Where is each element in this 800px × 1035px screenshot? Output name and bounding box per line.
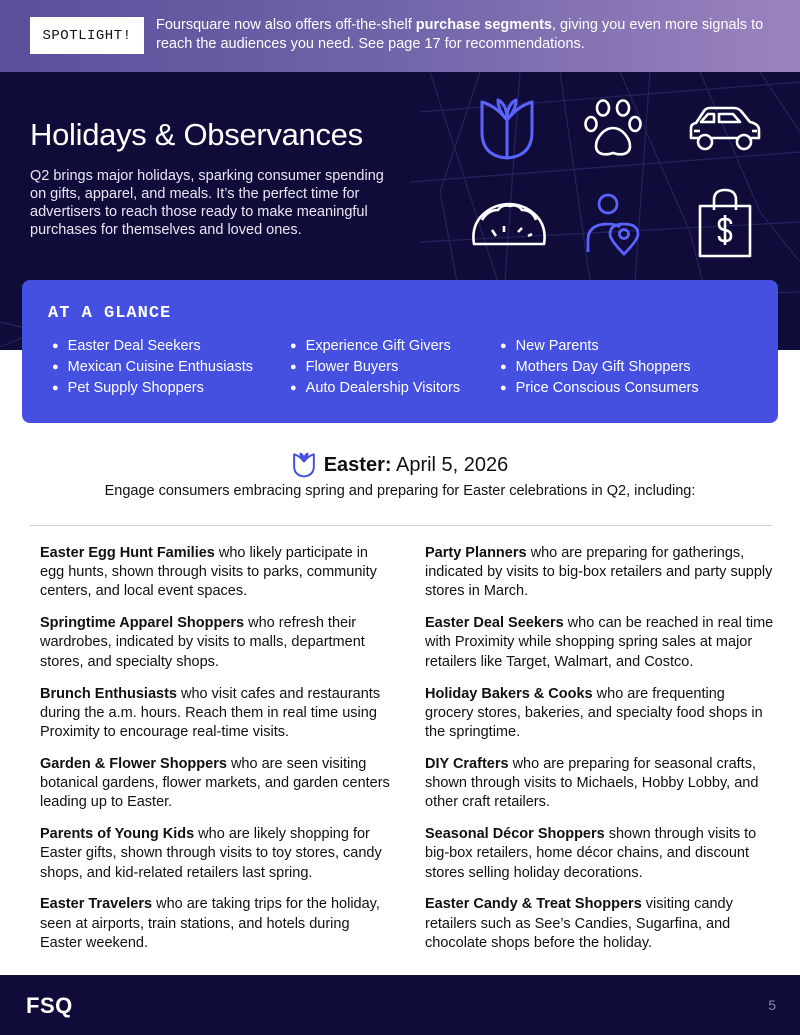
glance-column-2 [290, 336, 460, 399]
spotlight-text: Foursquare now also offers off-the-shelf purchase segments, giving you even more signals to reach the audiences you need. See page 17 for recommendations. [156, 17, 764, 52]
taco-icon [468, 200, 550, 250]
hero-title: Holidays & Observances [30, 117, 363, 152]
list-item: ● New Parents [500, 336, 699, 357]
footer [0, 975, 800, 1035]
list-item: ● Mexican Cuisine Enthusiasts [52, 357, 253, 378]
list-item: Garden & Flower Shoppers who are seen visiting botanical gardens, flower markets, and garden centers leading up to Easter. [40, 755, 390, 811]
list-item: Easter Egg Hunt Families who likely participate in egg hunts, shown through visits to parks, community centers, and local event spaces. [40, 545, 377, 600]
divider [30, 525, 772, 526]
list-item: ● Auto Dealership Visitors [290, 378, 460, 399]
person-location-icon [586, 192, 640, 256]
at-a-glance-box [22, 280, 778, 423]
list-item: Springtime Apparel Shoppers who refresh their wardrobes, indicated by visits to malls, department stores, and specialty shops. [40, 615, 365, 670]
list-item: Holiday Bakers & Cooks who are frequenting grocery stores, bakeries, and specialty food shops in the springtime. [425, 685, 763, 740]
list-item: Easter Candy & Treat Shoppers visiting candy retailers such as See’s Candies, Sugarfina, and chocolate shops before the holiday. [425, 896, 733, 951]
easter-heading [0, 452, 800, 478]
easter-title: Easter: April 5, 2026 [323, 453, 509, 476]
right-column [425, 544, 775, 966]
fsq-logo: FSQ [26, 993, 73, 1018]
car-icon [688, 106, 762, 152]
list-item: ● Easter Deal Seekers [52, 336, 253, 357]
page-number: 5 [768, 997, 776, 1013]
spotlight-badge: SPOTLIGHT! [30, 17, 144, 54]
tulip-icon [478, 96, 536, 162]
list-item: Seasonal Décor Shoppers shown through visits to big-box retailers, home décor chains, and discount stores selling holiday decorations. [425, 826, 757, 881]
paw-icon [584, 98, 642, 160]
list-item: ● Flower Buyers [290, 357, 460, 378]
list-item: ● Pet Supply Shoppers [52, 378, 253, 399]
spotlight-banner [0, 0, 800, 72]
glance-column-1 [52, 336, 253, 399]
tulip-icon [292, 452, 316, 478]
list-item: Easter Travelers who are taking trips for the holiday, seen at airports, train stations, and hotels during Easter weekend. [40, 896, 380, 951]
list-item: ● Mothers Day Gift Shoppers [500, 357, 699, 378]
list-item: Brunch Enthusiasts who visit cafes and restaurants during the a.m. hours. Reach them in real time using Proximity to encourage real-time visits. [40, 685, 381, 740]
left-column [40, 544, 390, 966]
glance-column-3 [500, 336, 699, 399]
easter-subtitle: Engage consumers embracing spring and preparing for Easter celebrations in Q2, including: [104, 483, 696, 499]
list-item: Party Planners who are preparing for gatherings, indicated by visits to big-box retailers and party supply stores in March. [425, 545, 773, 600]
list-item: ● Price Conscious Consumers [500, 378, 699, 399]
list-item: Easter Deal Seekers who can be reached in real time with Proximity while shopping spring sales at major retailers like Target, Walmart, and Costco. [425, 615, 774, 670]
list-item: ● Experience Gift Givers [290, 336, 460, 357]
list-item: Parents of Young Kids who are likely shopping for Easter gifts, shown through visits to toy stores, candy shops, and kid-related retailers last spring. [40, 826, 382, 881]
hero-description: Q2 brings major holidays, sparking consumer spending on gifts, apparel, and meals. It’s the perfect time for advertisers to reach those ready to make meaningful purchases for themselves and loved ones. [30, 168, 384, 238]
shopping-bag-icon [696, 188, 754, 260]
list-item: DIY Crafters who are preparing for seasonal crafts, shown through visits to Michaels, Hobby Lobby, and other craft retailers. [425, 755, 759, 811]
glance-title: AT A GLANCE [48, 304, 172, 323]
